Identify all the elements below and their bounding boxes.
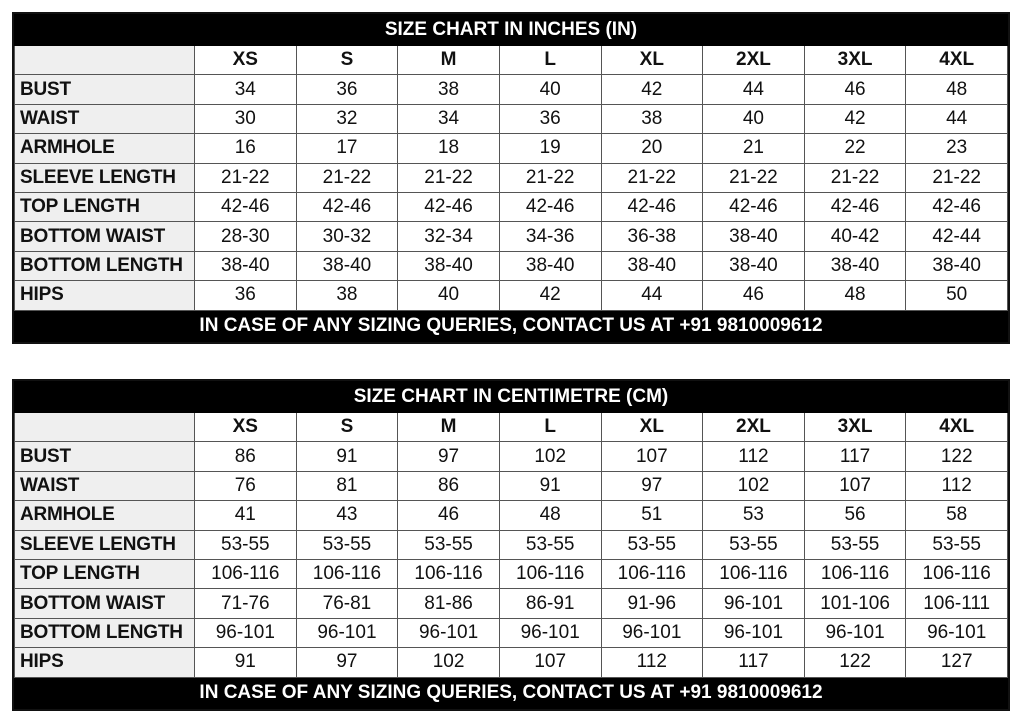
measurement-cell: 106-111 <box>906 589 1008 618</box>
measurement-cell: 107 <box>499 648 601 677</box>
size-table <box>14 14 1008 342</box>
measurement-cell: 106-116 <box>703 559 805 588</box>
measurement-cell: 76-81 <box>296 589 398 618</box>
measurement-cell: 40-42 <box>804 222 906 251</box>
measurement-cell: 28-30 <box>195 222 297 251</box>
row-label: ARMHOLE <box>15 501 195 530</box>
size-header-2xl: 2XL <box>703 413 805 442</box>
size-header-m: M <box>398 413 500 442</box>
measurement-cell: 38-40 <box>296 251 398 280</box>
measurement-cell: 91 <box>499 471 601 500</box>
measurement-cell: 44 <box>601 281 703 310</box>
measurement-cell: 23 <box>906 134 1008 163</box>
table-row <box>15 530 1008 559</box>
size-header-3xl: 3XL <box>804 46 906 75</box>
measurement-cell: 38 <box>398 75 500 104</box>
table-row <box>15 163 1008 192</box>
measurement-cell: 107 <box>601 442 703 471</box>
size-header-l: L <box>499 413 601 442</box>
measurement-cell: 42 <box>499 281 601 310</box>
measurement-cell: 38-40 <box>499 251 601 280</box>
contact-footer-row <box>15 310 1008 341</box>
table-row <box>15 648 1008 677</box>
measurement-cell: 112 <box>906 471 1008 500</box>
measurement-cell: 86 <box>195 442 297 471</box>
measurement-cell: 21 <box>703 134 805 163</box>
measurement-cell: 40 <box>703 104 805 133</box>
measurement-cell: 18 <box>398 134 500 163</box>
measurement-cell: 56 <box>804 501 906 530</box>
measurement-cell: 38-40 <box>906 251 1008 280</box>
measurement-cell: 106-116 <box>398 559 500 588</box>
measurement-cell: 19 <box>499 134 601 163</box>
measurement-cell: 81-86 <box>398 589 500 618</box>
measurement-cell: 21-22 <box>195 163 297 192</box>
table-row <box>15 559 1008 588</box>
measurement-cell: 21-22 <box>703 163 805 192</box>
measurement-cell: 96-101 <box>906 618 1008 647</box>
measurement-cell: 42-46 <box>601 192 703 221</box>
size-chart-inches <box>12 12 1010 344</box>
size-header-xs: XS <box>195 46 297 75</box>
measurement-cell: 91 <box>296 442 398 471</box>
size-header-s: S <box>296 46 398 75</box>
measurement-cell: 106-116 <box>804 559 906 588</box>
measurement-cell: 53-55 <box>906 530 1008 559</box>
measurement-cell: 38-40 <box>804 251 906 280</box>
measurement-cell: 91 <box>195 648 297 677</box>
row-label: ARMHOLE <box>15 134 195 163</box>
table-row <box>15 618 1008 647</box>
measurement-cell: 97 <box>296 648 398 677</box>
measurement-cell: 21-22 <box>804 163 906 192</box>
size-header-m: M <box>398 46 500 75</box>
measurement-cell: 51 <box>601 501 703 530</box>
size-header-row <box>15 46 1008 75</box>
chart-title-row <box>15 382 1008 413</box>
measurement-cell: 38-40 <box>703 251 805 280</box>
measurement-cell: 76 <box>195 471 297 500</box>
measurement-cell: 86 <box>398 471 500 500</box>
row-label: WAIST <box>15 104 195 133</box>
measurement-cell: 91-96 <box>601 589 703 618</box>
measurement-cell: 40 <box>398 281 500 310</box>
row-label: BOTTOM LENGTH <box>15 251 195 280</box>
contact-footer: IN CASE OF ANY SIZING QUERIES, CONTACT US AT +91 9810009612 <box>15 677 1008 708</box>
measurement-cell: 21-22 <box>499 163 601 192</box>
measurement-cell: 40 <box>499 75 601 104</box>
measurement-cell: 96-101 <box>195 618 297 647</box>
measurement-cell: 106-116 <box>499 559 601 588</box>
size-header-4xl: 4XL <box>906 413 1008 442</box>
measurement-cell: 53-55 <box>195 530 297 559</box>
row-label: TOP LENGTH <box>15 559 195 588</box>
measurement-cell: 53-55 <box>703 530 805 559</box>
measurement-cell: 106-116 <box>195 559 297 588</box>
row-label: BOTTOM LENGTH <box>15 618 195 647</box>
measurement-cell: 43 <box>296 501 398 530</box>
size-header-s: S <box>296 413 398 442</box>
measurement-cell: 58 <box>906 501 1008 530</box>
measurement-cell: 34 <box>195 75 297 104</box>
measurement-cell: 42-46 <box>398 192 500 221</box>
measurement-cell: 97 <box>398 442 500 471</box>
measurement-cell: 42-46 <box>804 192 906 221</box>
measurement-cell: 48 <box>906 75 1008 104</box>
measurement-cell: 122 <box>906 442 1008 471</box>
measurement-cell: 41 <box>195 501 297 530</box>
measurement-cell: 97 <box>601 471 703 500</box>
measurement-cell: 46 <box>703 281 805 310</box>
row-label: HIPS <box>15 648 195 677</box>
measurement-cell: 46 <box>804 75 906 104</box>
measurement-cell: 53-55 <box>398 530 500 559</box>
measurement-cell: 81 <box>296 471 398 500</box>
table-row <box>15 281 1008 310</box>
measurement-cell: 127 <box>906 648 1008 677</box>
measurement-cell: 34 <box>398 104 500 133</box>
measurement-cell: 38-40 <box>703 222 805 251</box>
chart-title: SIZE CHART IN CENTIMETRE (CM) <box>15 382 1008 413</box>
table-row <box>15 589 1008 618</box>
measurement-cell: 117 <box>703 648 805 677</box>
measurement-cell: 53-55 <box>296 530 398 559</box>
measurement-cell: 122 <box>804 648 906 677</box>
measurement-cell: 50 <box>906 281 1008 310</box>
measurement-cell: 96-101 <box>601 618 703 647</box>
measurement-cell: 48 <box>804 281 906 310</box>
measurement-cell: 17 <box>296 134 398 163</box>
table-row <box>15 251 1008 280</box>
row-label: WAIST <box>15 471 195 500</box>
measurement-cell: 106-116 <box>601 559 703 588</box>
measurement-cell: 20 <box>601 134 703 163</box>
table-row <box>15 501 1008 530</box>
table-row <box>15 104 1008 133</box>
size-header-row <box>15 413 1008 442</box>
row-label: SLEEVE LENGTH <box>15 530 195 559</box>
table-row <box>15 222 1008 251</box>
contact-footer-row <box>15 677 1008 708</box>
measurement-cell: 42-46 <box>703 192 805 221</box>
measurement-cell: 36-38 <box>601 222 703 251</box>
measurement-cell: 42-46 <box>906 192 1008 221</box>
measurement-cell: 21-22 <box>398 163 500 192</box>
measurement-cell: 53-55 <box>499 530 601 559</box>
measurement-cell: 36 <box>195 281 297 310</box>
measurement-cell: 30-32 <box>296 222 398 251</box>
measurement-cell: 36 <box>296 75 398 104</box>
size-header-2xl: 2XL <box>703 46 805 75</box>
measurement-cell: 101-106 <box>804 589 906 618</box>
table-row <box>15 471 1008 500</box>
measurement-cell: 53 <box>703 501 805 530</box>
table-row <box>15 442 1008 471</box>
size-header-3xl: 3XL <box>804 413 906 442</box>
measurement-cell: 38-40 <box>601 251 703 280</box>
measurement-cell: 22 <box>804 134 906 163</box>
measurement-cell: 42-44 <box>906 222 1008 251</box>
measurement-cell: 32-34 <box>398 222 500 251</box>
measurement-cell: 96-101 <box>804 618 906 647</box>
measurement-cell: 96-101 <box>703 618 805 647</box>
row-label: TOP LENGTH <box>15 192 195 221</box>
measurement-cell: 117 <box>804 442 906 471</box>
size-header-4xl: 4XL <box>906 46 1008 75</box>
measurement-cell: 102 <box>499 442 601 471</box>
measurement-cell: 44 <box>906 104 1008 133</box>
measurement-cell: 36 <box>499 104 601 133</box>
measurement-cell: 102 <box>398 648 500 677</box>
row-label: BOTTOM WAIST <box>15 222 195 251</box>
measurement-cell: 30 <box>195 104 297 133</box>
measurement-cell: 38 <box>601 104 703 133</box>
size-chart-centimetre <box>12 379 1010 711</box>
chart-title-row <box>15 15 1008 46</box>
measurement-cell: 44 <box>703 75 805 104</box>
chart-title: SIZE CHART IN INCHES (IN) <box>15 15 1008 46</box>
table-row <box>15 134 1008 163</box>
measurement-cell: 16 <box>195 134 297 163</box>
measurement-cell: 21-22 <box>601 163 703 192</box>
measurement-cell: 96-101 <box>398 618 500 647</box>
table-row <box>15 192 1008 221</box>
measurement-cell: 112 <box>601 648 703 677</box>
measurement-cell: 48 <box>499 501 601 530</box>
size-header-l: L <box>499 46 601 75</box>
measurement-cell: 102 <box>703 471 805 500</box>
row-label: BUST <box>15 442 195 471</box>
measurement-cell: 34-36 <box>499 222 601 251</box>
size-header-xl: XL <box>601 46 703 75</box>
row-label: SLEEVE LENGTH <box>15 163 195 192</box>
row-label: BUST <box>15 75 195 104</box>
measurement-cell: 106-116 <box>296 559 398 588</box>
size-header-xl: XL <box>601 413 703 442</box>
measurement-cell: 46 <box>398 501 500 530</box>
measurement-cell: 96-101 <box>703 589 805 618</box>
row-label: BOTTOM WAIST <box>15 589 195 618</box>
header-corner-cell <box>15 413 195 442</box>
measurement-cell: 53-55 <box>804 530 906 559</box>
measurement-cell: 42 <box>804 104 906 133</box>
measurement-cell: 32 <box>296 104 398 133</box>
measurement-cell: 38 <box>296 281 398 310</box>
row-label: HIPS <box>15 281 195 310</box>
measurement-cell: 53-55 <box>601 530 703 559</box>
size-table <box>14 381 1008 709</box>
measurement-cell: 38-40 <box>398 251 500 280</box>
measurement-cell: 21-22 <box>296 163 398 192</box>
measurement-cell: 96-101 <box>296 618 398 647</box>
measurement-cell: 21-22 <box>906 163 1008 192</box>
measurement-cell: 71-76 <box>195 589 297 618</box>
measurement-cell: 42 <box>601 75 703 104</box>
contact-footer: IN CASE OF ANY SIZING QUERIES, CONTACT US AT +91 9810009612 <box>15 310 1008 341</box>
header-corner-cell <box>15 46 195 75</box>
measurement-cell: 112 <box>703 442 805 471</box>
measurement-cell: 96-101 <box>499 618 601 647</box>
measurement-cell: 38-40 <box>195 251 297 280</box>
table-row <box>15 75 1008 104</box>
measurement-cell: 42-46 <box>296 192 398 221</box>
measurement-cell: 42-46 <box>499 192 601 221</box>
measurement-cell: 106-116 <box>906 559 1008 588</box>
size-header-xs: XS <box>195 413 297 442</box>
measurement-cell: 42-46 <box>195 192 297 221</box>
measurement-cell: 107 <box>804 471 906 500</box>
measurement-cell: 86-91 <box>499 589 601 618</box>
